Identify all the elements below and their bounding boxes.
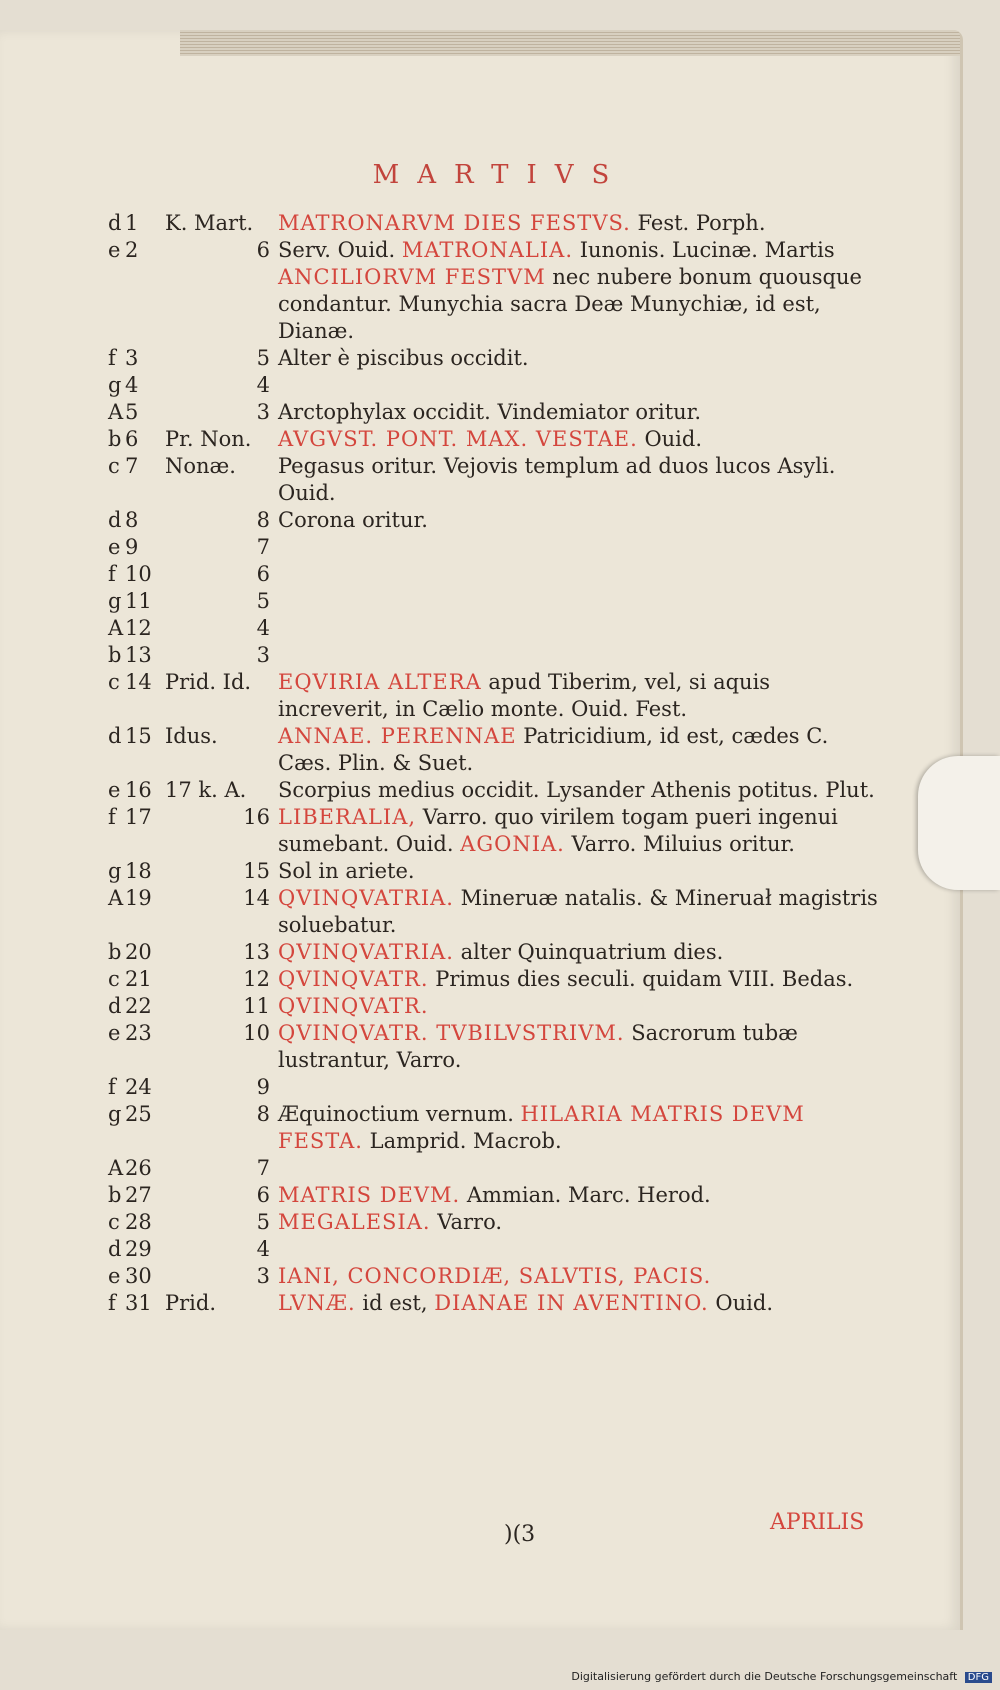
entry-text bbox=[278, 723, 878, 777]
day-number: 23 bbox=[125, 1021, 152, 1045]
entry-text bbox=[278, 939, 878, 966]
roman-count: 3 bbox=[256, 643, 270, 667]
calendar-entry bbox=[0, 426, 900, 453]
dominical-letter: c bbox=[108, 967, 120, 991]
entry-note: nec nubere bonum quousque condantur. Munychia sacra Deæ Munychiæ, id est, Dianæ. bbox=[278, 265, 862, 343]
calendar-entry bbox=[0, 1263, 900, 1290]
calendar-entry bbox=[0, 642, 900, 669]
rubric-text: LIBERALIA, bbox=[278, 805, 417, 829]
dominical-letter: d bbox=[108, 508, 122, 532]
catchword: APRILIS bbox=[770, 1510, 865, 1535]
day-number: 3 bbox=[125, 346, 139, 370]
rubric-text: MATRIS DEVM. bbox=[278, 1183, 461, 1207]
calendar-entry bbox=[0, 345, 900, 372]
roman-count: 4 bbox=[256, 616, 270, 640]
entry-note: Scorpius medius occidit. Lysander Athenis potitus. Plut. bbox=[278, 778, 875, 802]
day-number: 9 bbox=[125, 535, 139, 559]
page-title: MARTIVS bbox=[372, 160, 628, 190]
calendar-entry bbox=[0, 399, 900, 426]
day-number: 5 bbox=[125, 400, 139, 424]
entry-note: Ammian. Marc. Herod. bbox=[460, 1183, 711, 1207]
entry-note: Primus dies seculi. quidam VIII. Bedas. bbox=[428, 967, 854, 991]
calendar-entry bbox=[0, 993, 900, 1020]
entry-note: apud Tiberim, vel, si aquis increverit, in Cælio monte. Ouid. Fest. bbox=[278, 670, 771, 721]
calendar-entry bbox=[0, 534, 900, 561]
entry-text bbox=[278, 1290, 878, 1317]
entry-text bbox=[278, 1074, 878, 1101]
roman-count: 11 bbox=[243, 994, 270, 1018]
dominical-letter: c bbox=[108, 670, 120, 694]
day-number: 27 bbox=[125, 1183, 152, 1207]
entry-text bbox=[278, 885, 878, 939]
entry-text bbox=[278, 1263, 878, 1290]
roman-count: 7 bbox=[256, 535, 270, 559]
roman-date-label: Idus. bbox=[165, 724, 218, 748]
dominical-letter: e bbox=[108, 238, 121, 262]
entry-text bbox=[278, 426, 878, 453]
roman-count: 14 bbox=[243, 886, 270, 910]
day-number: 29 bbox=[125, 1237, 152, 1261]
dominical-letter: b bbox=[108, 643, 122, 667]
calendar-entry bbox=[0, 858, 900, 885]
dominical-letter: f bbox=[108, 562, 116, 586]
day-number: 31 bbox=[125, 1291, 152, 1315]
day-number: 12 bbox=[125, 616, 152, 640]
day-number: 21 bbox=[125, 967, 152, 991]
roman-date-label: Nonæ. bbox=[165, 454, 236, 478]
dominical-letter: b bbox=[108, 1183, 122, 1207]
day-number: 17 bbox=[125, 805, 152, 829]
day-number: 1 bbox=[125, 211, 139, 235]
entry-text bbox=[278, 561, 878, 588]
dominical-letter: g bbox=[108, 373, 122, 397]
entry-note: Lamprid. Macrob. bbox=[363, 1129, 562, 1153]
entry-note: Pegasus oritur. Vejovis templum ad duos lucos Asyli. Ouid. bbox=[278, 454, 836, 505]
day-number: 18 bbox=[125, 859, 152, 883]
roman-date-label: 17 k. A. bbox=[165, 778, 247, 802]
calendar-entry bbox=[0, 804, 900, 858]
calendar-entry bbox=[0, 723, 900, 777]
rubric-text: QVINQVATRIA. bbox=[278, 886, 454, 910]
calendar-entry bbox=[0, 939, 900, 966]
calendar-entry bbox=[0, 588, 900, 615]
entry-text bbox=[278, 966, 878, 993]
calendar-entry bbox=[0, 615, 900, 642]
entry-text bbox=[278, 453, 878, 507]
day-number: 30 bbox=[125, 1264, 152, 1288]
day-number: 11 bbox=[125, 589, 152, 613]
entry-note: Varro. bbox=[430, 1210, 503, 1234]
calendar-entry bbox=[0, 1209, 900, 1236]
roman-count: 13 bbox=[243, 940, 270, 964]
entry-text bbox=[278, 399, 878, 426]
entry-text bbox=[278, 1020, 878, 1074]
calendar-entry bbox=[0, 237, 900, 345]
calendar-entry bbox=[0, 507, 900, 534]
credit-text: Digitalisierung gefördert durch die Deutsche Forschungsgemeinschaft bbox=[571, 1670, 958, 1683]
day-number: 28 bbox=[125, 1210, 152, 1234]
page-tab bbox=[918, 756, 1000, 890]
calendar-entry bbox=[0, 1182, 900, 1209]
day-number: 14 bbox=[125, 670, 152, 694]
roman-count: 9 bbox=[256, 1075, 270, 1099]
calendar-entry bbox=[0, 210, 900, 237]
rubric-text: QVINQVATRIA. bbox=[278, 940, 454, 964]
entry-note: Æquinoctium vernum. bbox=[278, 1102, 521, 1126]
day-number: 2 bbox=[125, 238, 139, 262]
day-number: 22 bbox=[125, 994, 152, 1018]
dominical-letter: d bbox=[108, 211, 122, 235]
dominical-letter: g bbox=[108, 589, 122, 613]
dominical-letter: e bbox=[108, 778, 121, 802]
dominical-letter: g bbox=[108, 1102, 122, 1126]
dominical-letter: A bbox=[108, 886, 124, 910]
calendar-entry bbox=[0, 1155, 900, 1182]
entry-text bbox=[278, 588, 878, 615]
signature-mark: )(3 bbox=[504, 1522, 536, 1547]
calendar-entry bbox=[0, 1020, 900, 1074]
roman-count: 12 bbox=[243, 967, 270, 991]
entry-note: Arctophylax occidit. Vindemiator oritur. bbox=[278, 400, 702, 424]
entry-note: id est, bbox=[355, 1291, 435, 1315]
entry-note: Iunonis. Lucinæ. Martis bbox=[573, 238, 835, 262]
calendar-entry bbox=[0, 777, 900, 804]
dominical-letter: b bbox=[108, 940, 122, 964]
entry-text bbox=[278, 993, 878, 1020]
entry-note: Sol in ariete. bbox=[278, 859, 415, 883]
rubric-text: MEGALESIA. bbox=[278, 1210, 431, 1234]
day-number: 8 bbox=[125, 508, 139, 532]
entry-text bbox=[278, 507, 878, 534]
roman-date-label: Prid. Id. bbox=[165, 670, 252, 694]
digitization-credit bbox=[571, 1670, 992, 1683]
dominical-letter: A bbox=[108, 616, 124, 640]
day-number: 24 bbox=[125, 1075, 152, 1099]
roman-count: 6 bbox=[256, 238, 270, 262]
rubric-text: EQVIRIA ALTERA bbox=[278, 670, 482, 694]
roman-count: 4 bbox=[256, 1237, 270, 1261]
dominical-letter: g bbox=[108, 859, 122, 883]
day-number: 20 bbox=[125, 940, 152, 964]
calendar-entry bbox=[0, 453, 900, 507]
entry-text bbox=[278, 1182, 878, 1209]
entry-text bbox=[278, 372, 878, 399]
entry-note: Varro. quo virilem togam pueri ingenui sumebant. Ouid. bbox=[278, 805, 838, 856]
rubric-text: DIANAE IN AVENTINO. bbox=[434, 1291, 709, 1315]
roman-date-label: K. Mart. bbox=[165, 211, 254, 235]
calendar-entry bbox=[0, 669, 900, 723]
roman-count: 4 bbox=[256, 373, 270, 397]
entry-text bbox=[278, 642, 878, 669]
rubric-text: ANCILIORVM FESTVM bbox=[278, 265, 546, 289]
roman-count: 15 bbox=[243, 859, 270, 883]
dominical-letter: f bbox=[108, 1291, 116, 1315]
entry-text bbox=[278, 1209, 878, 1236]
calendar-entry bbox=[0, 1074, 900, 1101]
roman-count: 5 bbox=[256, 589, 270, 613]
roman-count: 3 bbox=[256, 1264, 270, 1288]
rubric-text: ANNAE. PERENNAE bbox=[278, 724, 517, 748]
roman-count: 5 bbox=[256, 346, 270, 370]
entry-text bbox=[278, 210, 878, 237]
calendar-entry bbox=[0, 1101, 900, 1155]
dominical-letter: e bbox=[108, 1264, 121, 1288]
calendar-entry bbox=[0, 966, 900, 993]
rubric-text: AVGVST. PONT. MAX. VESTAE. bbox=[278, 427, 638, 451]
calendar-entry bbox=[0, 1290, 900, 1317]
roman-count: 8 bbox=[256, 1102, 270, 1126]
entry-note: Mineruæ natalis. & Mineruał magistris soluebatur. bbox=[278, 886, 878, 937]
entry-text bbox=[278, 804, 878, 858]
roman-count: 6 bbox=[256, 1183, 270, 1207]
entry-note: Sacrorum tubæ lustrantur, Varro. bbox=[278, 1021, 798, 1072]
day-number: 10 bbox=[125, 562, 152, 586]
entry-note: Alter è piscibus occidit. bbox=[278, 346, 529, 370]
roman-count: 10 bbox=[243, 1021, 270, 1045]
day-number: 19 bbox=[125, 886, 152, 910]
day-number: 6 bbox=[125, 427, 139, 451]
entry-note: Corona oritur. bbox=[278, 508, 428, 532]
entry-text bbox=[278, 534, 878, 561]
day-number: 13 bbox=[125, 643, 152, 667]
entry-text bbox=[278, 858, 878, 885]
day-number: 4 bbox=[125, 373, 139, 397]
roman-count: 5 bbox=[256, 1210, 270, 1234]
rubric-text: QVINQVATR. bbox=[278, 967, 429, 991]
dominical-letter: f bbox=[108, 1075, 116, 1099]
day-number: 7 bbox=[125, 454, 139, 478]
dominical-letter: e bbox=[108, 535, 121, 559]
rubric-text: AGONIA. bbox=[460, 832, 565, 856]
entry-note: Fest. Porph. bbox=[630, 211, 766, 235]
roman-date-label: Prid. bbox=[165, 1291, 217, 1315]
roman-date-label: Pr. Non. bbox=[165, 427, 252, 451]
calendar-entry bbox=[0, 372, 900, 399]
roman-count: 7 bbox=[256, 1156, 270, 1180]
rubric-text: QVINQVATR. TVBILVSTRIVM. bbox=[278, 1021, 625, 1045]
entry-note: Varro. Miluius oritur. bbox=[564, 832, 795, 856]
calendar-entries bbox=[0, 210, 900, 1317]
calendar-entry bbox=[0, 1236, 900, 1263]
day-number: 16 bbox=[125, 778, 152, 802]
entry-text bbox=[278, 669, 878, 723]
dominical-letter: A bbox=[108, 400, 124, 424]
dominical-letter: f bbox=[108, 346, 116, 370]
roman-count: 16 bbox=[243, 805, 270, 829]
entry-note: Patricidium, id est, cædes C. Cæs. Plin. & Suet. bbox=[278, 724, 829, 775]
dominical-letter: d bbox=[108, 724, 122, 748]
rubric-text: LVNÆ. bbox=[278, 1291, 356, 1315]
page-edges bbox=[180, 30, 960, 56]
roman-count: 3 bbox=[256, 400, 270, 424]
entry-note: Ouid. bbox=[637, 427, 703, 451]
day-number: 15 bbox=[125, 724, 152, 748]
dominical-letter: d bbox=[108, 1237, 122, 1261]
roman-count: 6 bbox=[256, 562, 270, 586]
dominical-letter: f bbox=[108, 805, 116, 829]
dominical-letter: e bbox=[108, 1021, 121, 1045]
entry-text bbox=[278, 1236, 878, 1263]
rubric-text: IANI, CONCORDIÆ, SALVTIS, PACIS. bbox=[278, 1264, 712, 1288]
entry-text bbox=[278, 615, 878, 642]
day-number: 25 bbox=[125, 1102, 152, 1126]
day-number: 26 bbox=[125, 1156, 152, 1180]
roman-count: 8 bbox=[256, 508, 270, 532]
entry-text bbox=[278, 237, 878, 345]
rubric-text: QVINQVATR. bbox=[278, 994, 429, 1018]
entry-note: Ouid. bbox=[708, 1291, 774, 1315]
rubric-text: HILARIA MATRIS DEVM FESTA. bbox=[278, 1102, 805, 1153]
entry-note: alter Quinquatrium dies. bbox=[453, 940, 724, 964]
dominical-letter: d bbox=[108, 994, 122, 1018]
calendar-entry bbox=[0, 885, 900, 939]
dominical-letter: b bbox=[108, 427, 122, 451]
dominical-letter: c bbox=[108, 454, 120, 478]
entry-text bbox=[278, 345, 878, 372]
calendar-entry bbox=[0, 561, 900, 588]
rubric-text: MATRONALIA. bbox=[401, 238, 574, 262]
entry-text bbox=[278, 1101, 878, 1155]
entry-note: Serv. Ouid. bbox=[278, 238, 402, 262]
dominical-letter: A bbox=[108, 1156, 124, 1180]
entry-text bbox=[278, 777, 878, 804]
entry-text bbox=[278, 1155, 878, 1182]
rubric-text: MATRONARVM DIES FESTVS. bbox=[278, 211, 631, 235]
dfg-logo: DFG bbox=[965, 1672, 992, 1683]
dominical-letter: c bbox=[108, 1210, 120, 1234]
